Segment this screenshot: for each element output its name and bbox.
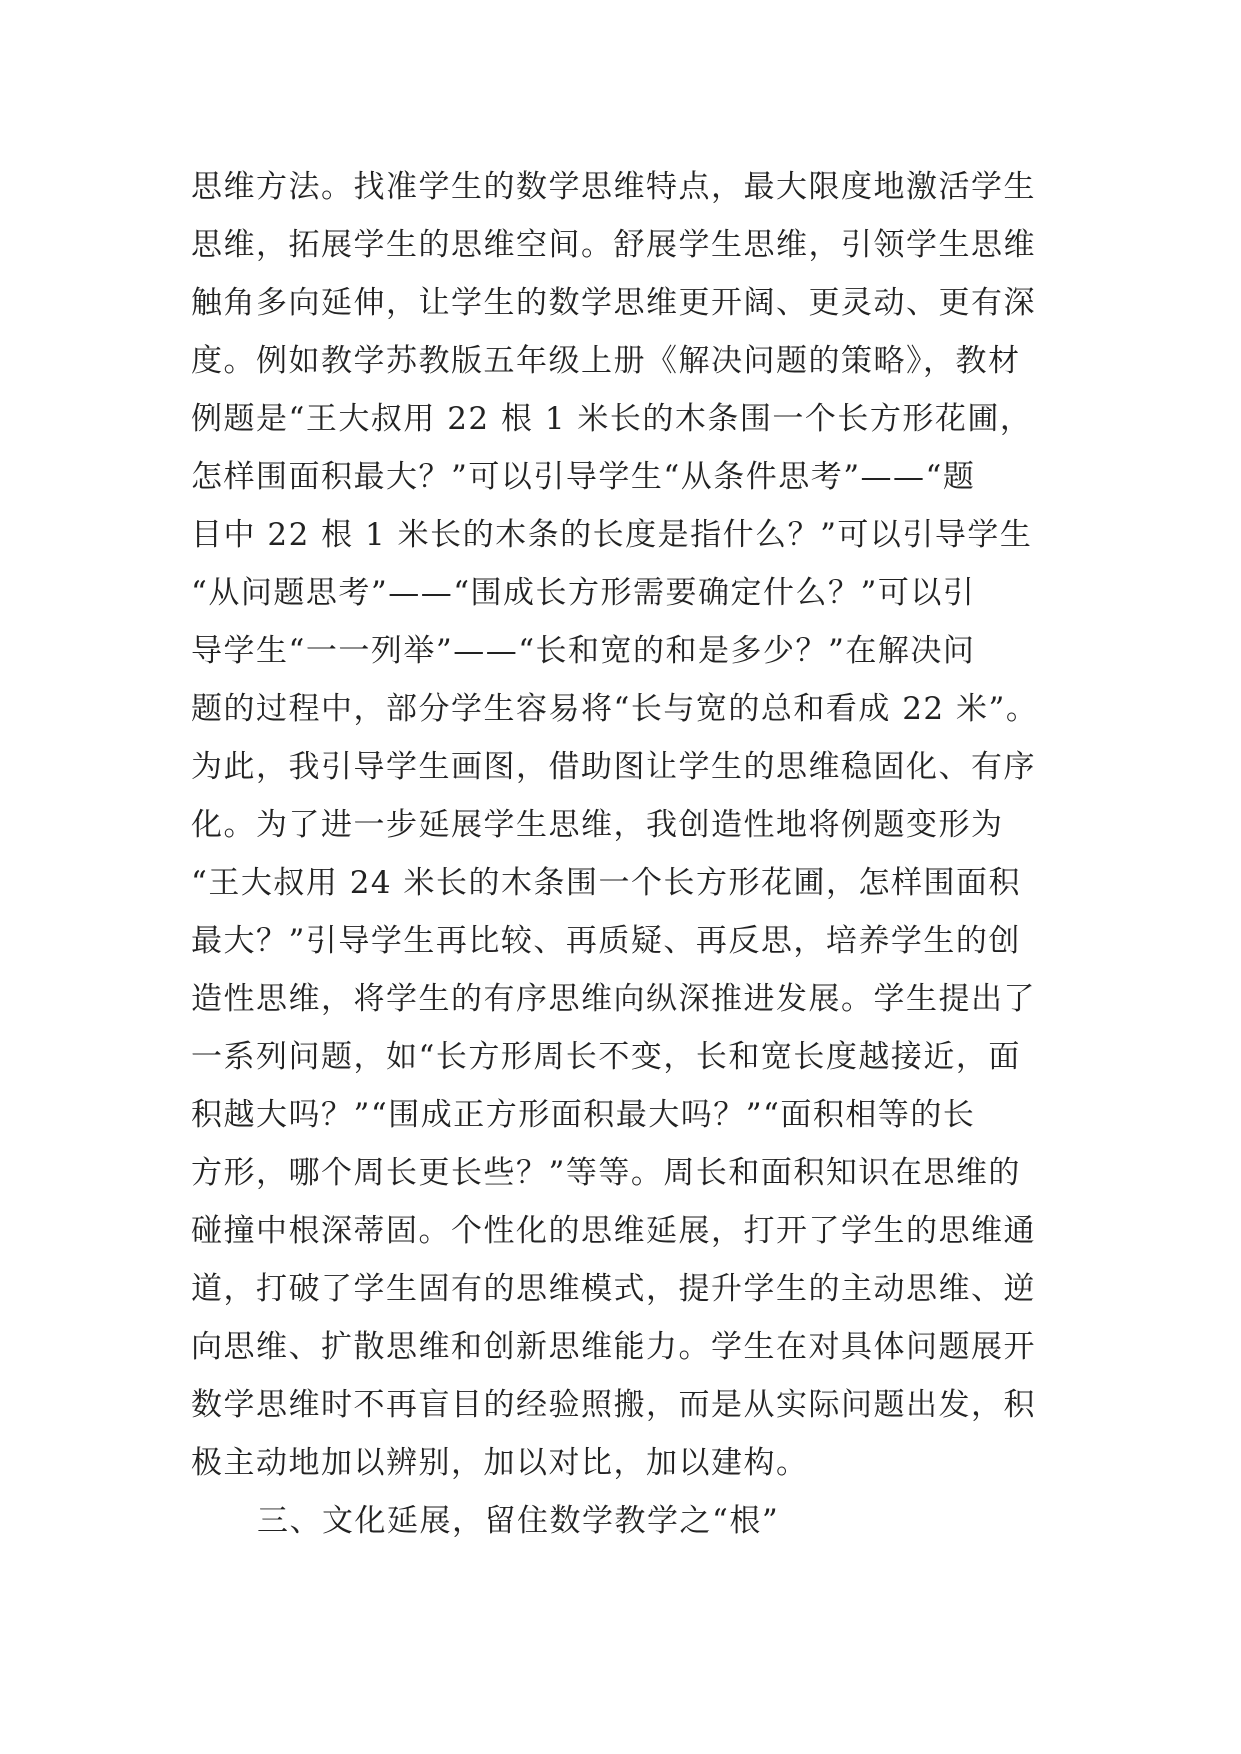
text-line: 怎样围面积最大？”可以引导学生“从条件思考”——“题 <box>191 459 976 495</box>
text-line: 一系列问题，如“长方形周长不变，长和宽长度越接近，面 <box>191 1039 1021 1075</box>
text-line: 目中 22 根 1 米长的木条的长度是指什么？”可以引导学生 <box>191 517 1033 553</box>
body-text <box>191 158 1071 1550</box>
text-line: 向思维、扩散思维和创新思维能力。学生在对具体问题展开 <box>191 1329 1036 1365</box>
text-line: 造性思维，将学生的有序思维向纵深推进发展。学生提出了 <box>191 981 1036 1017</box>
text-line: 积越大吗？”“围成正方形面积最大吗？”“面积相等的长 <box>191 1097 976 1133</box>
text-line: 化。为了进一步延展学生思维，我创造性地将例题变形为 <box>191 807 1004 843</box>
text-line: 思维方法。找准学生的数学思维特点，最大限度地激活学生 <box>191 169 1036 205</box>
text-line: 极主动地加以辨别，加以对比，加以建构。 <box>191 1445 809 1481</box>
text-line: 道，打破了学生固有的思维模式，提升学生的主动思维、逆 <box>191 1271 1036 1307</box>
text-line: 导学生“一一列举”——“长和宽的和是多少？”在解决问 <box>191 633 976 669</box>
text-line: 触角多向延伸，让学生的数学思维更开阔、更灵动、更有深 <box>191 285 1036 321</box>
text-line: 方形，哪个周长更长些？”等等。周长和面积知识在思维的 <box>191 1155 1021 1191</box>
text-line: 最大？”引导学生再比较、再质疑、再反思，培养学生的创 <box>191 923 1021 959</box>
text-line: 度。例如教学苏教版五年级上册《解决问题的策略》，教材 <box>191 343 1021 379</box>
text-line: 数学思维时不再盲目的经验照搬，而是从实际问题出发，积 <box>191 1387 1036 1423</box>
text-line: 题的过程中，部分学生容易将“长与宽的总和看成 22 米”。 <box>191 691 1039 727</box>
text-line: 为此，我引导学生画图，借助图让学生的思维稳固化、有序 <box>191 749 1036 785</box>
text-line: 碰撞中根深蒂固。个性化的思维延展，打开了学生的思维通 <box>191 1213 1036 1249</box>
text-line: “从问题思考”——“围成长方形需要确定什么？”可以引 <box>191 575 976 611</box>
text-line: 例题是“王大叔用 22 根 1 米长的木条围一个长方形花圃， <box>191 401 1033 437</box>
text-line: 思维，拓展学生的思维空间。舒展学生思维，引领学生思维 <box>191 227 1036 263</box>
section-heading: 三、文化延展，留住数学教学之“根” <box>257 1503 780 1539</box>
text-line: “王大叔用 24 米长的木条围一个长方形花圃，怎样围面积 <box>191 865 1021 901</box>
